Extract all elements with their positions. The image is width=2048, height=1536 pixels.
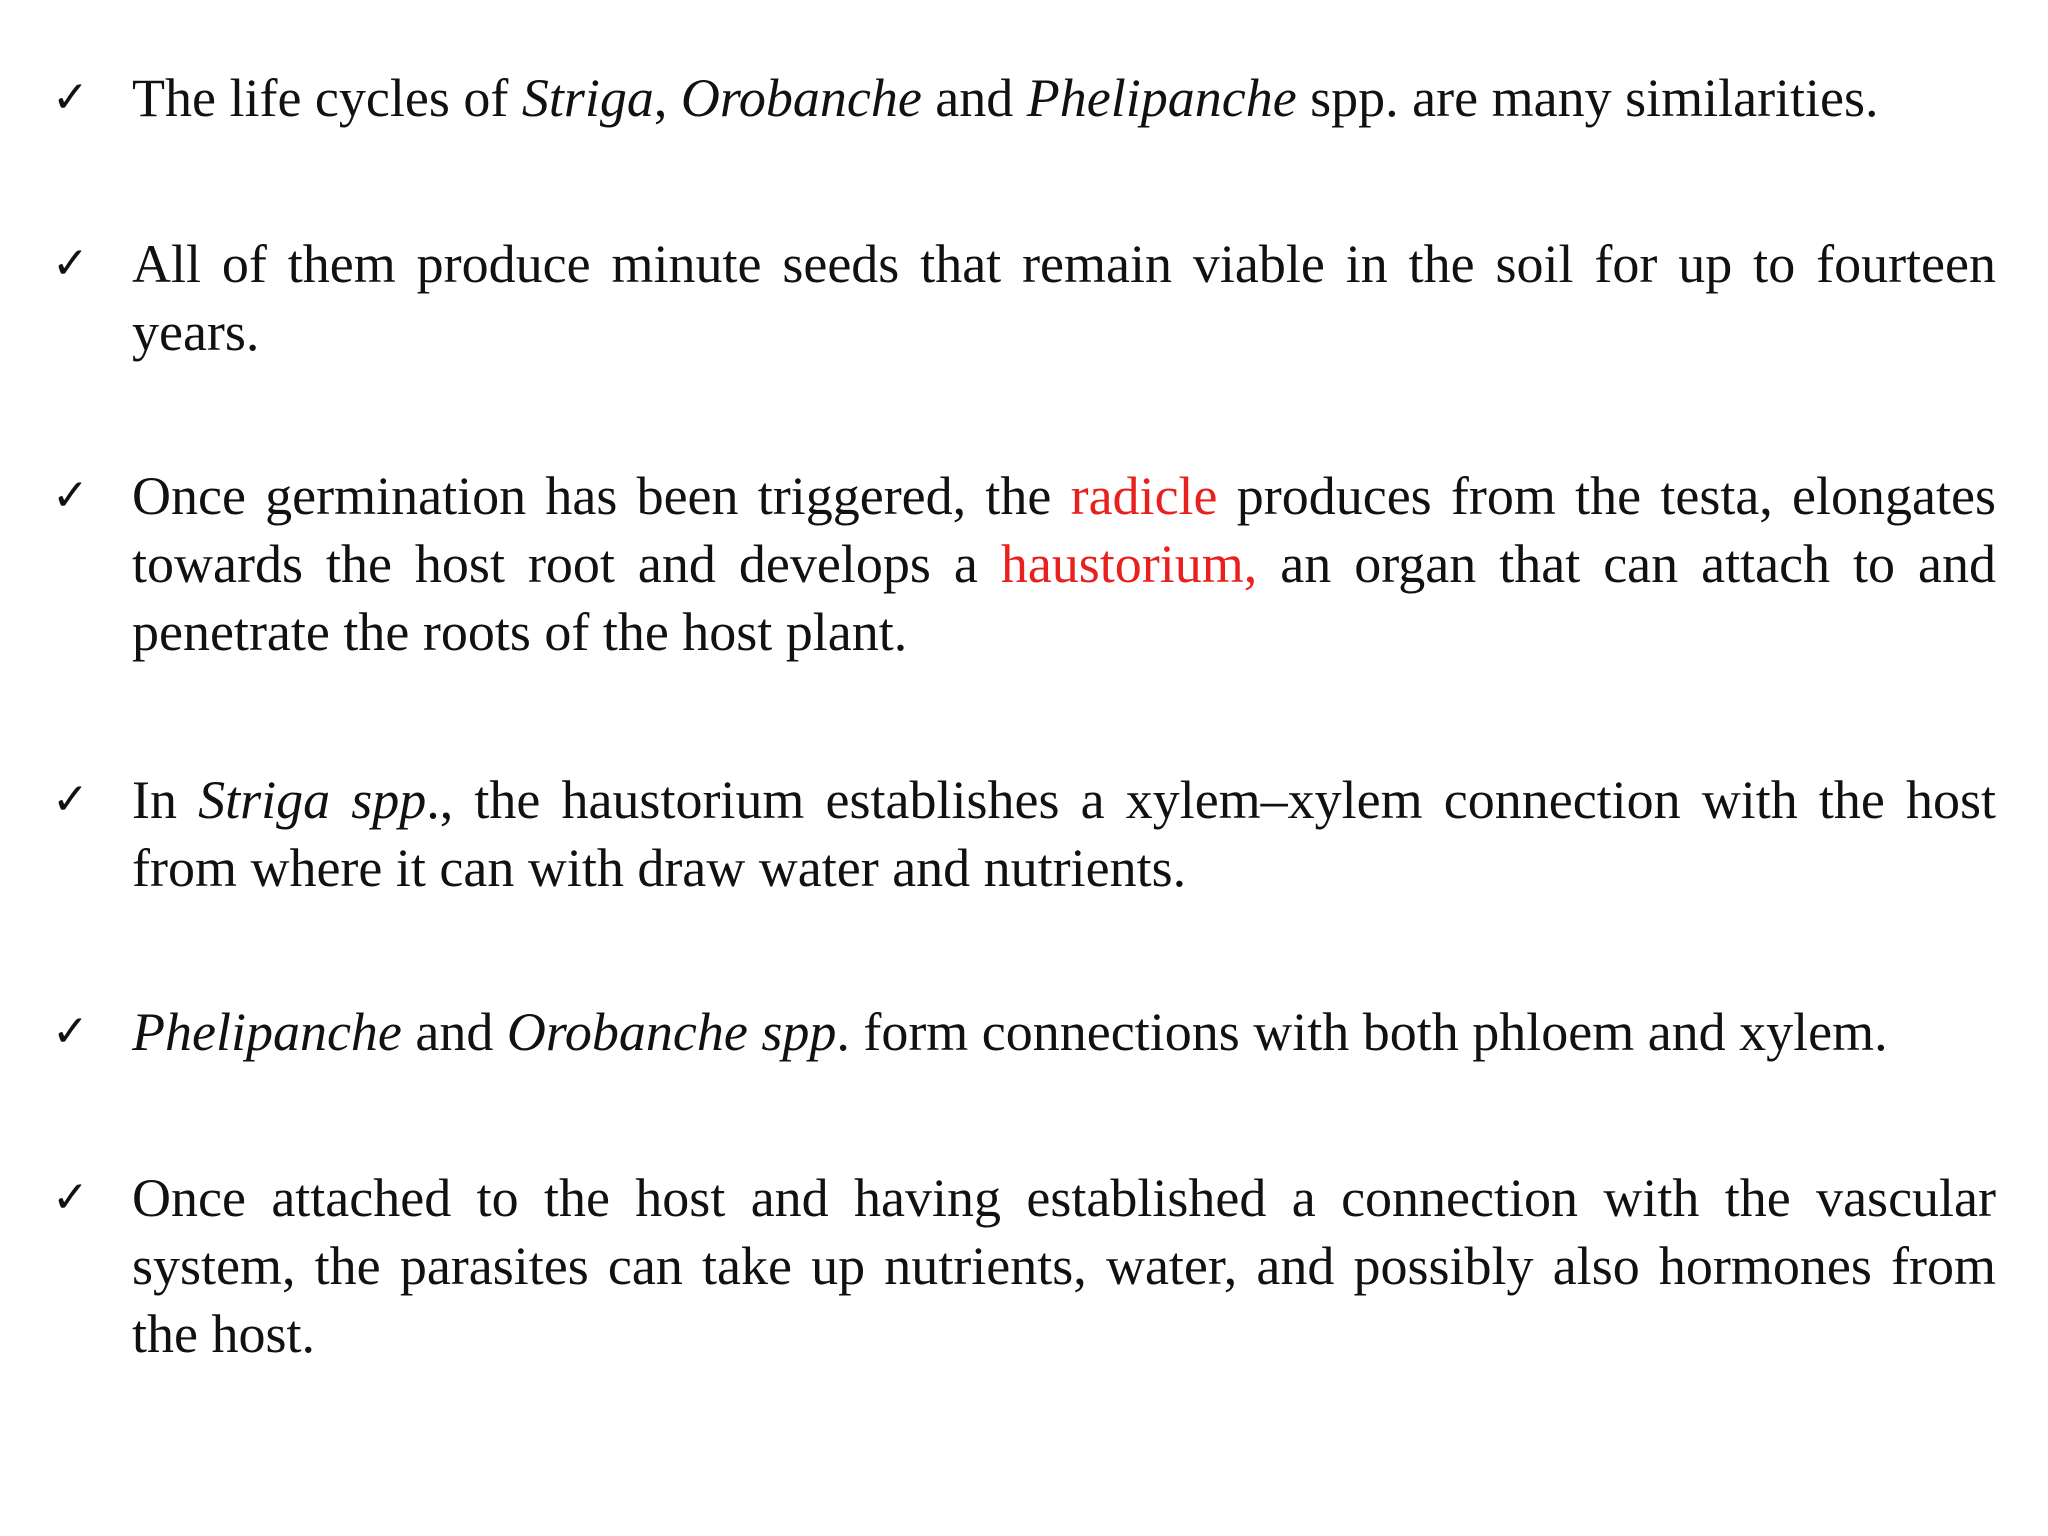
check-mark-icon: ✓: [52, 1172, 89, 1223]
species-name: Orobanche spp: [506, 1002, 837, 1062]
species-name: Phelipanche: [132, 1002, 402, 1062]
species-name: Striga spp: [198, 770, 427, 830]
species-name: Orobanche: [680, 68, 922, 128]
check-mark-icon: ✓: [52, 774, 89, 825]
check-mark-icon: ✓: [52, 72, 89, 123]
check-mark-icon: ✓: [52, 470, 89, 521]
bullet-text: The life cycles of Striga, Orobanche and Phelipanche spp. are many similarities.: [132, 68, 1879, 128]
species-name: Phelipanche: [1026, 68, 1297, 128]
bullet-text: All of them produce minute seeds that remain viable in the soil for up to fourteen years.: [132, 234, 1996, 362]
check-mark-icon: ✓: [52, 238, 89, 289]
species-name: Striga: [521, 68, 654, 128]
highlight-term: radicle: [1070, 466, 1218, 526]
highlight-term: haustorium,: [1000, 534, 1258, 594]
bullet-text: Once germination has been triggered, the radicle produces from the testa, elongates towards the host root and develops a haustorium, an organ that can attach to and penetrate the roots of the host plant.: [132, 466, 1997, 662]
check-mark-icon: ✓: [52, 1006, 89, 1057]
bullet-text: In Striga spp., the haustorium establishes a xylem–xylem connection with the host from where it can with draw water and nutrients.: [132, 770, 1997, 898]
bullet-text: Once attached to the host and having established a connection with the vascular system, the parasites can take up nutrients, water, and possibly also hormones from the host.: [132, 1168, 1996, 1364]
bullet-text: Phelipanche and Orobanche spp. form connections with both phloem and xylem.: [132, 1002, 1888, 1062]
